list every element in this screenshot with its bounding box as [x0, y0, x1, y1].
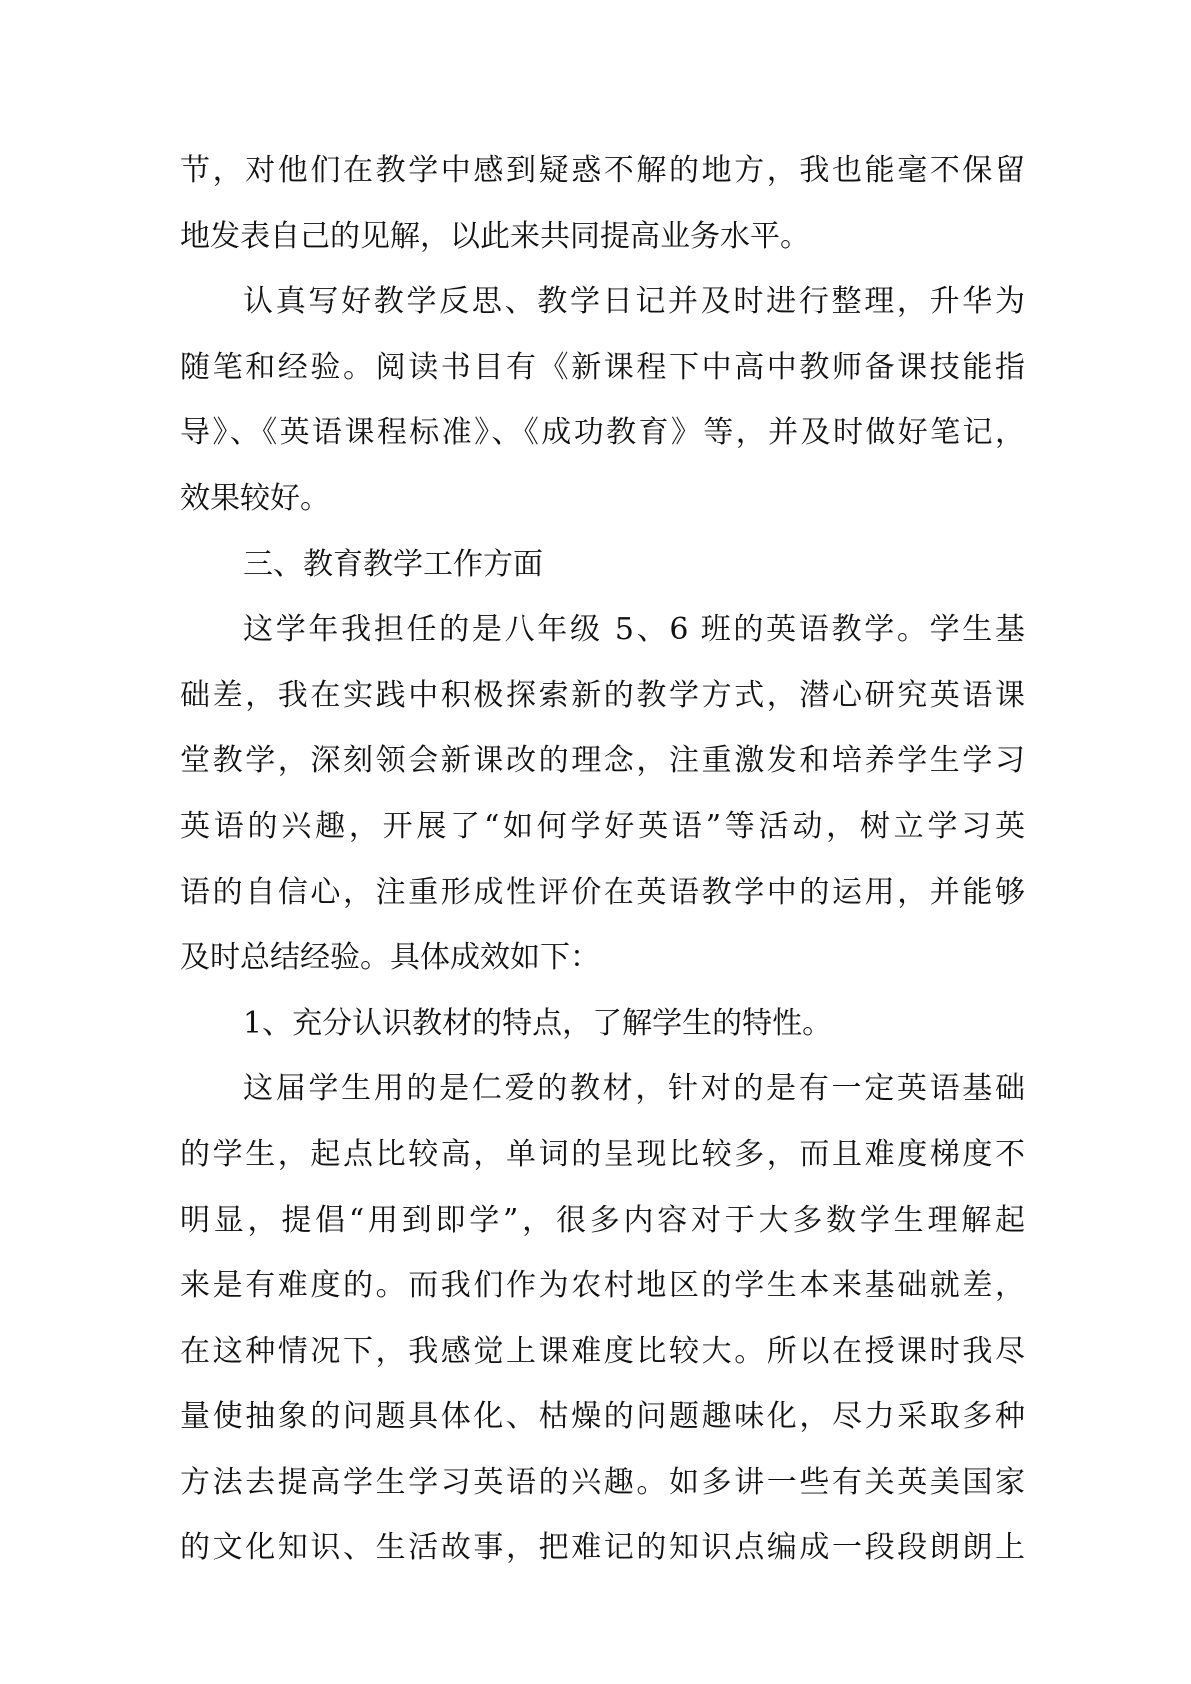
text-line-11: 英语的兴趣，开展了“如何学好英语”等活动，树立学习英	[180, 808, 1025, 844]
text-line-17: 明显，提倡“用到即学”，很多内容对于大多数学生理解起	[180, 1202, 1025, 1238]
text-line-8: 这学年我担任的是八年级 5、6 班的英语教学。学生基	[243, 612, 1025, 648]
text-line-5: 导》、《英语课程标准》、《成功教育》等，并及时做好笔记，	[180, 415, 1025, 451]
section-heading: 三、教育教学工作方面	[243, 546, 543, 582]
text-line-3: 认真写好教学反思、教学日记并及时进行整理，升华为	[243, 284, 1025, 320]
text-line-22: 的文化知识、生活故事，把难记的知识点编成一段段朗朗上	[180, 1530, 1025, 1566]
text-line-9: 础差，我在实践中积极探索新的教学方式，潜心研究英语课	[180, 677, 1025, 713]
text-line-16: 的学生，起点比较高，单词的呈现比较多，而且难度梯度不	[180, 1136, 1025, 1172]
text-line-19: 在这种情况下，我感觉上课难度比较大。所以在授课时我尽	[180, 1333, 1025, 1369]
text-line-20: 量使抽象的问题具体化、枯燥的问题趣味化，尽力采取多种	[180, 1399, 1025, 1435]
text-line-21: 方法去提高学生学习英语的兴趣。如多讲一些有关英美国家	[180, 1464, 1025, 1500]
text-line-1: 节，对他们在教学中感到疑惑不解的地方，我也能毫不保留	[180, 153, 1025, 188]
text-line-6: 效果较好。	[180, 480, 330, 516]
text-line-13: 及时总结经验。具体成效如下：	[180, 940, 600, 976]
text-line-2: 地发表自己的见解，以此来共同提高业务水平。	[180, 218, 810, 254]
document-body	[180, 138, 1025, 1581]
text-line-10: 堂教学，深刻领会新课改的理念，注重激发和培养学生学习	[180, 743, 1025, 779]
text-line-18: 来是有难度的。而我们作为农村地区的学生本来基础就差，	[180, 1268, 1025, 1304]
text-line-15: 这届学生用的是仁爱的教材，针对的是有一定英语基础	[243, 1071, 1025, 1107]
subsection-heading: 1、充分认识教材的特点，了解学生的特性。	[243, 1005, 833, 1041]
text-line-4: 随笔和经验。阅读书目有《新课程下中高中教师备课技能指	[180, 349, 1025, 385]
text-line-12: 语的自信心，注重形成性评价在英语教学中的运用，并能够	[180, 874, 1025, 910]
